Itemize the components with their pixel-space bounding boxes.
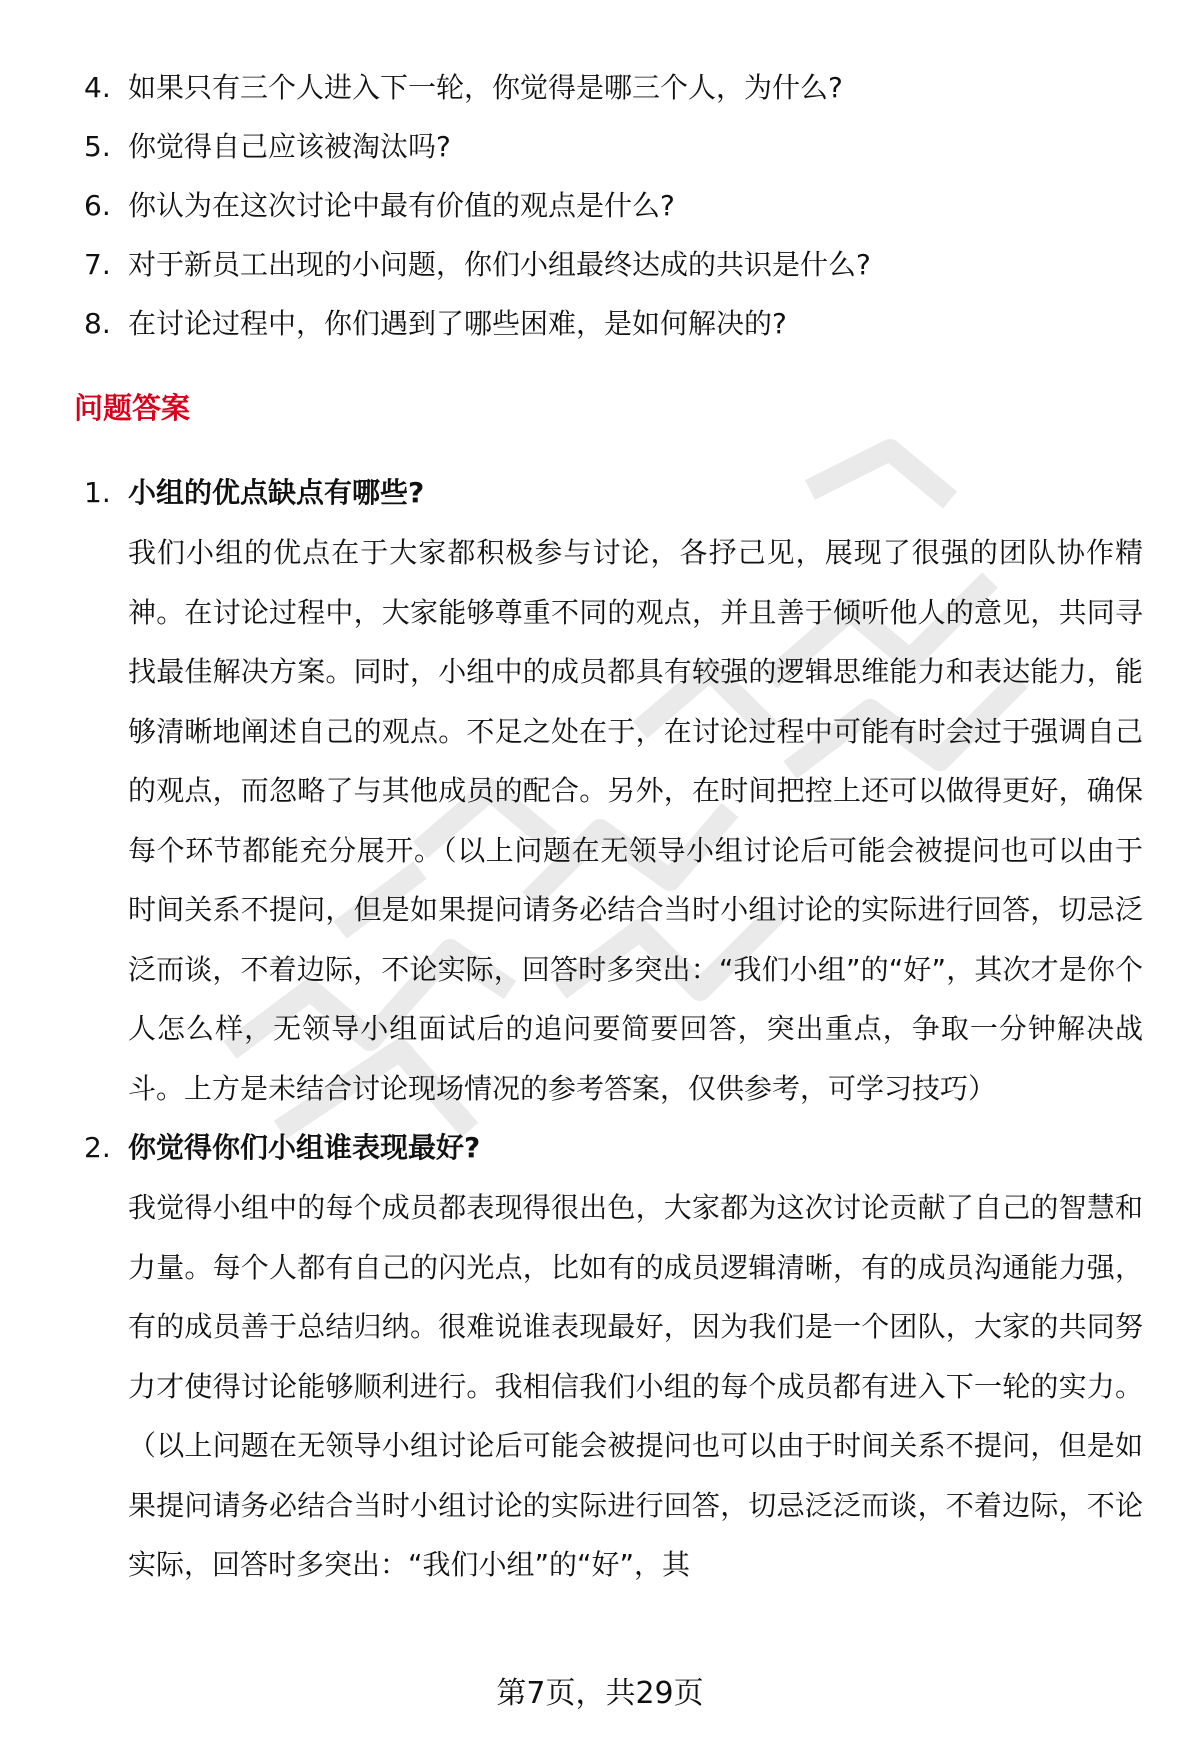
list-item xyxy=(0,58,1200,117)
answer-heading xyxy=(0,1118,1200,1178)
question-number: 6. xyxy=(84,189,111,222)
answer-body: 我觉得小组中的每个成员都表现得很出色，大家都为这次讨论贡献了自己的智慧和力量。每个人都有自己的闪光点，比如有的成员逻辑清晰，有的成员沟通能力强，有的成员善于总结归纳。很难说谁表现最好，因为我们是一个团队，大家的共同努力才使得讨论能够顺利进行。我相信我们小组的每个成员都有进入下一轮的实力。（以上问题在无领导小组讨论后可能会被提问也可以由于时间关系不提问，但是如果提问请务必结合当时小组讨论的实际进行回答，切忌泛泛而谈，不着边际，不论实际，回答时多突出：“我们小组”的“好”，其 xyxy=(128,1191,1143,1581)
question-text: 你认为在这次讨论中最有价值的观点是什么? xyxy=(128,189,675,222)
question-list xyxy=(0,58,1200,353)
answer-heading xyxy=(0,463,1200,523)
answer-question: 小组的优点缺点有哪些? xyxy=(128,476,425,509)
list-item xyxy=(0,117,1200,176)
answer-item xyxy=(0,463,1200,1118)
question-text: 如果只有三个人进入下一轮，你觉得是哪三个人，为什么? xyxy=(128,71,843,104)
question-number: 5. xyxy=(84,130,111,163)
list-item xyxy=(0,176,1200,235)
answer-question: 你觉得你们小组谁表现最好? xyxy=(128,1131,481,1164)
question-number: 4. xyxy=(84,71,111,104)
list-item xyxy=(0,235,1200,294)
question-number: 8. xyxy=(84,307,111,340)
list-item xyxy=(0,294,1200,353)
question-number: 7. xyxy=(84,248,111,281)
question-text: 你觉得自己应该被淘汰吗? xyxy=(128,130,451,163)
answer-list xyxy=(0,463,1200,1595)
question-text: 对于新员工出现的小问题，你们小组最终达成的共识是什么? xyxy=(128,248,871,281)
page-footer: 第7页，共29页 xyxy=(496,1676,704,1711)
answer-item xyxy=(0,1118,1200,1595)
question-text: 在讨论过程中，你们遇到了哪些困难，是如何解决的? xyxy=(128,307,787,340)
answer-body: 我们小组的优点在于大家都积极参与讨论，各抒己见，展现了很强的团队协作精神。在讨论过程中，大家能够尊重不同的观点，并且善于倾听他人的意见，共同寻找最佳解决方案。同时，小组中的成员都具有较强的逻辑思维能力和表达能力，能够清晰地阐述自己的观点。不足之处在于，在讨论过程中可能有时会过于强调自己的观点，而忽略了与其他成员的配合。另外，在时间把控上还可以做得更好，确保每个环节都能充分展开。（以上问题在无领导小组讨论后可能会被提问也可以由于时间关系不提问，但是如果提问请务必结合当时小组讨论的实际进行回答，切忌泛泛而谈，不着边际，不论实际，回答时多突出：“我们小组”的“好”，其次才是你个人怎么样，无领导小组面试后的追问要简要回答，突出重点，争取一分钟解决战斗。上方是未结合讨论现场情况的参考答案，仅供参考，可学习技巧） xyxy=(128,536,1143,1105)
answer-number: 1. xyxy=(84,476,111,509)
answer-number: 2. xyxy=(84,1131,111,1164)
section-title: 问题答案 xyxy=(74,391,191,425)
